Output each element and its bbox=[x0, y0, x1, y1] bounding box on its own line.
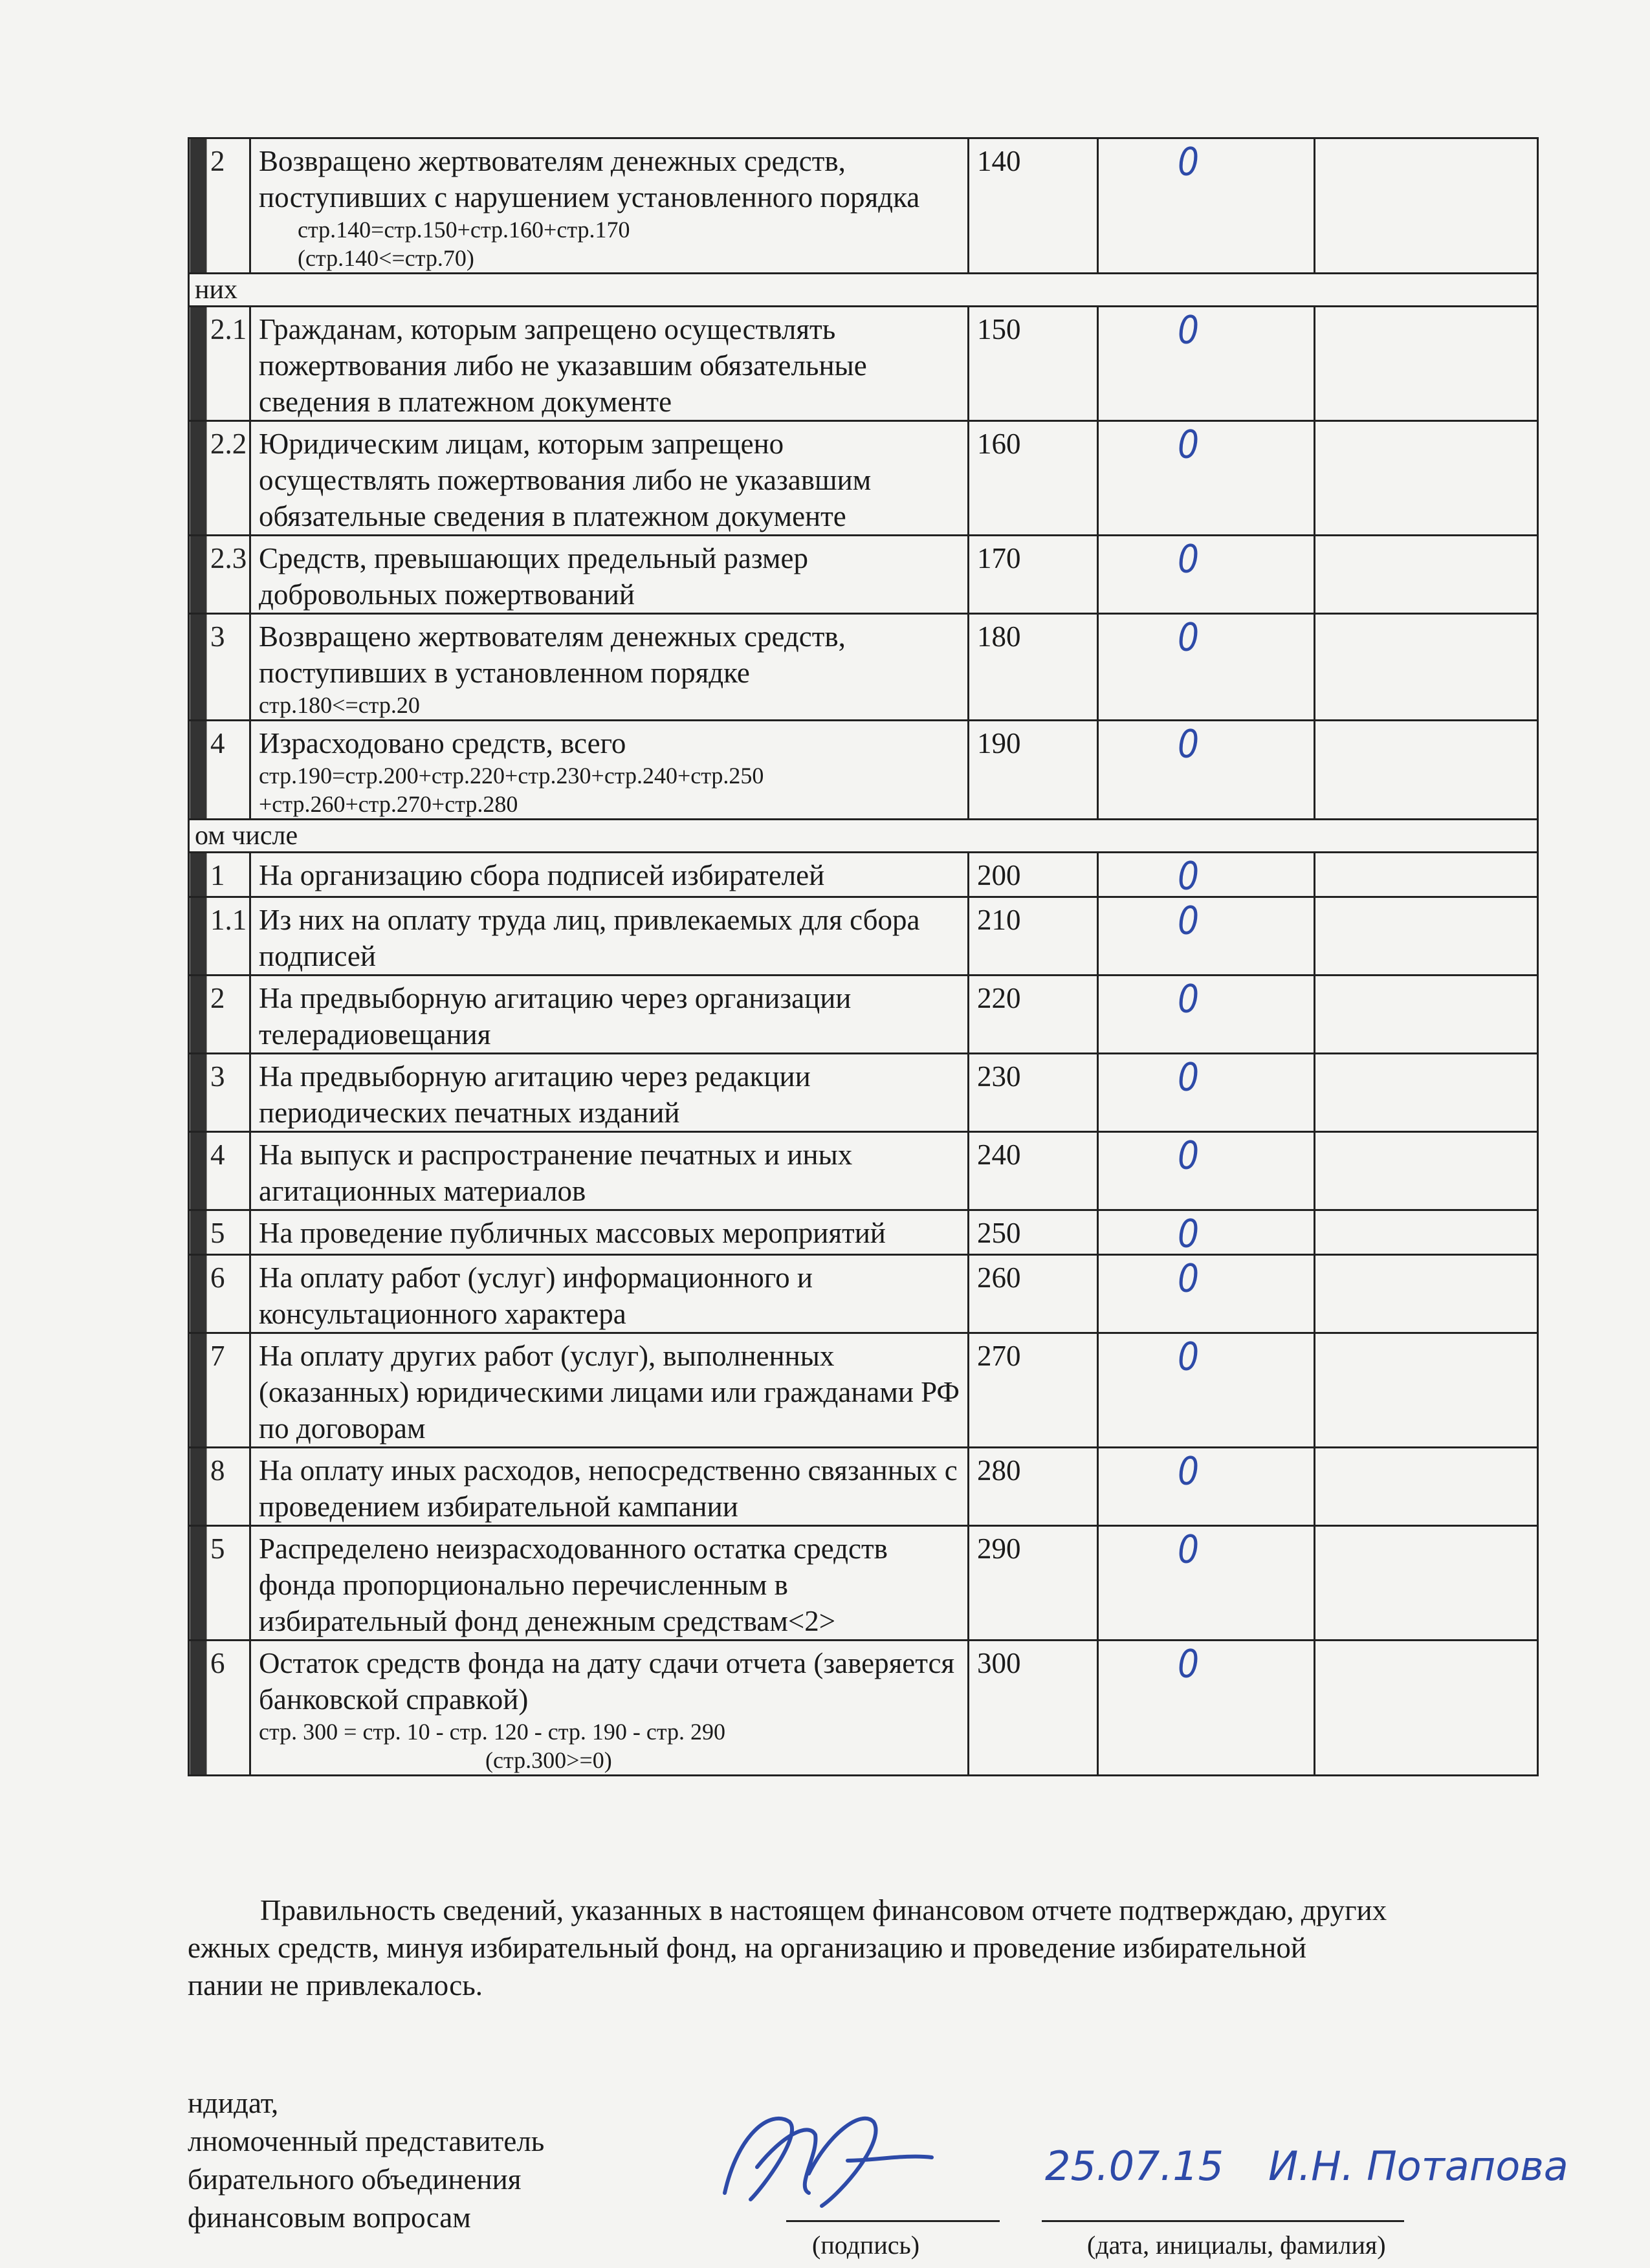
row-number: 3 bbox=[210, 620, 225, 653]
row-sum: 0 bbox=[1178, 1212, 1200, 1255]
row-code: 210 bbox=[969, 897, 1098, 976]
table-row bbox=[189, 1210, 1538, 1255]
table-row bbox=[189, 307, 1538, 421]
row-label: Юридическим лицам, которым запрещено осуществлять пожертвования либо не указавшим обязательные сведения в платежном документе bbox=[259, 428, 872, 532]
table-row bbox=[189, 1526, 1538, 1641]
section-label: ом числе bbox=[195, 821, 298, 851]
row-sum-cell bbox=[1098, 1054, 1315, 1132]
row-sum-cell bbox=[1098, 1448, 1315, 1526]
row-number-cell bbox=[189, 853, 250, 897]
row-label-cell bbox=[250, 536, 969, 614]
row-code: 140 bbox=[969, 138, 1098, 274]
section-cell bbox=[189, 820, 1538, 853]
row-number: 1 bbox=[210, 859, 225, 891]
row-note-cell bbox=[1315, 897, 1538, 976]
row-sum: 0 bbox=[1178, 722, 1200, 767]
row-note-cell bbox=[1315, 1448, 1538, 1526]
row-note-cell bbox=[1315, 721, 1538, 820]
row-sum-cell bbox=[1098, 1255, 1315, 1333]
table-row bbox=[189, 138, 1538, 274]
table-row bbox=[189, 721, 1538, 820]
row-sum-cell bbox=[1098, 1641, 1315, 1776]
confirmation-line: пании не привлекалось. bbox=[188, 1969, 483, 2001]
row-formula: стр.180<=стр.20 bbox=[259, 692, 420, 718]
row-label-cell bbox=[250, 1054, 969, 1132]
row-number: 2.3 bbox=[210, 542, 247, 574]
row-sum-cell bbox=[1098, 721, 1315, 820]
row-label-cell bbox=[250, 1210, 969, 1255]
row-sum-cell bbox=[1098, 1526, 1315, 1641]
row-number: 5 bbox=[210, 1217, 225, 1249]
row-label-cell bbox=[250, 721, 969, 820]
row-note-cell bbox=[1315, 1054, 1538, 1132]
row-code: 180 bbox=[969, 614, 1098, 721]
row-code: 240 bbox=[969, 1132, 1098, 1210]
row-label: Израсходовано средств, всего bbox=[259, 727, 626, 759]
row-formula: (стр.140<=стр.70) bbox=[298, 245, 474, 271]
row-note-cell bbox=[1315, 536, 1538, 614]
row-number: 2 bbox=[210, 982, 225, 1014]
table-row bbox=[189, 1132, 1538, 1210]
row-code: 190 bbox=[969, 721, 1098, 820]
row-code: 290 bbox=[969, 1526, 1098, 1641]
table-row bbox=[189, 614, 1538, 721]
row-number: 6 bbox=[210, 1261, 225, 1294]
row-code: 250 bbox=[969, 1210, 1098, 1255]
section-label: них bbox=[195, 275, 237, 305]
table-row bbox=[189, 976, 1538, 1054]
row-number-cell bbox=[189, 1054, 250, 1132]
signer-line: лномоченный представитель bbox=[188, 2125, 545, 2157]
row-label: Из них на оплату труда лиц, привлекаемых для сбора подписей bbox=[259, 904, 920, 972]
row-label-cell bbox=[250, 1255, 969, 1333]
row-label-cell bbox=[250, 853, 969, 897]
table-row bbox=[189, 897, 1538, 976]
row-sum: 0 bbox=[1178, 854, 1200, 897]
row-sum-cell bbox=[1098, 1210, 1315, 1255]
row-note-cell bbox=[1315, 421, 1538, 536]
row-sum: 0 bbox=[1178, 422, 1200, 468]
row-sum: 0 bbox=[1178, 537, 1200, 582]
signer-line: ндидат, bbox=[188, 2087, 279, 2119]
row-note-cell bbox=[1315, 976, 1538, 1054]
row-code: 160 bbox=[969, 421, 1098, 536]
financial-report-table bbox=[188, 137, 1539, 1776]
row-sum-cell bbox=[1098, 614, 1315, 721]
row-sum: 0 bbox=[1178, 140, 1200, 185]
row-label-cell bbox=[250, 1641, 969, 1776]
date-name-caption: (дата, инициалы, фамилия) bbox=[1087, 2230, 1386, 2260]
row-number: 8 bbox=[210, 1454, 225, 1487]
confirmation-line: ежных средств, минуя избирательный фонд, на организацию и проведение избирательной bbox=[188, 1932, 1306, 1964]
row-number-cell bbox=[189, 1132, 250, 1210]
confirmation-line: Правильность сведений, указанных в настоящем финансовом отчете подтверждаю, других bbox=[260, 1894, 1387, 1926]
row-label-cell bbox=[250, 614, 969, 721]
row-label: На проведение публичных массовых мероприятий bbox=[259, 1217, 886, 1249]
row-note-cell bbox=[1315, 1641, 1538, 1776]
row-note-cell bbox=[1315, 614, 1538, 721]
row-number-cell bbox=[189, 1526, 250, 1641]
row-code: 280 bbox=[969, 1448, 1098, 1526]
row-sum: 0 bbox=[1178, 1256, 1200, 1302]
row-sum-cell bbox=[1098, 853, 1315, 897]
row-number: 2.2 bbox=[210, 428, 247, 460]
section-row bbox=[189, 274, 1538, 307]
table-row bbox=[189, 1255, 1538, 1333]
row-number: 5 bbox=[210, 1532, 225, 1565]
row-number-cell bbox=[189, 138, 250, 274]
row-code: 170 bbox=[969, 536, 1098, 614]
row-number: 7 bbox=[210, 1340, 225, 1372]
row-note-cell bbox=[1315, 853, 1538, 897]
row-formula: стр. 300 = стр. 10 - стр. 120 - стр. 190 - стр. 290 bbox=[259, 1719, 726, 1745]
row-label: Средств, превышающих предельный размер добровольных пожертвований bbox=[259, 542, 808, 611]
signature-caption: (подпись) bbox=[812, 2230, 920, 2260]
signer-block bbox=[188, 2084, 544, 2237]
row-label-cell bbox=[250, 1526, 969, 1641]
row-label-cell bbox=[250, 307, 969, 421]
row-sum-cell bbox=[1098, 897, 1315, 976]
row-sum-cell bbox=[1098, 536, 1315, 614]
date-name-line bbox=[1042, 2220, 1404, 2222]
row-sum: 0 bbox=[1178, 1055, 1200, 1100]
row-number: 2.1 bbox=[210, 313, 247, 345]
row-formula: стр.140=стр.150+стр.160+стр.170 bbox=[298, 217, 630, 243]
row-label-cell bbox=[250, 976, 969, 1054]
row-formula: стр.190=стр.200+стр.220+стр.230+стр.240+стр.250 bbox=[259, 763, 764, 789]
row-label-cell bbox=[250, 1132, 969, 1210]
row-sum: 0 bbox=[1178, 308, 1200, 353]
row-note-cell bbox=[1315, 1132, 1538, 1210]
row-number-cell bbox=[189, 897, 250, 976]
row-label: Возвращено жертвователям денежных средств, поступивших с нарушением установленного порядка bbox=[259, 145, 920, 213]
table-row bbox=[189, 421, 1538, 536]
table-row bbox=[189, 853, 1538, 897]
row-number: 3 bbox=[210, 1060, 225, 1093]
section-row bbox=[189, 820, 1538, 853]
row-number-cell bbox=[189, 421, 250, 536]
row-code: 220 bbox=[969, 976, 1098, 1054]
row-sum: 0 bbox=[1178, 1335, 1200, 1380]
row-label-cell bbox=[250, 1448, 969, 1526]
row-sum: 0 bbox=[1178, 615, 1200, 660]
table-row bbox=[189, 1333, 1538, 1448]
row-note-cell bbox=[1315, 1255, 1538, 1333]
row-sum-cell bbox=[1098, 138, 1315, 274]
row-sum-cell bbox=[1098, 1333, 1315, 1448]
table-row bbox=[189, 1448, 1538, 1526]
row-sum-cell bbox=[1098, 307, 1315, 421]
row-label: На предвыборную агитацию через организации телерадиовещания bbox=[259, 982, 852, 1051]
row-sum: 0 bbox=[1178, 1133, 1200, 1179]
row-sum-cell bbox=[1098, 976, 1315, 1054]
row-code: 200 bbox=[969, 853, 1098, 897]
row-formula: (стр.300>=0) bbox=[485, 1747, 612, 1773]
row-label: Распределено неизрасходованного остатка средств фонда пропорционально перечисленным в избирательный фонд денежным средствам<2> bbox=[259, 1532, 888, 1637]
row-number-cell bbox=[189, 721, 250, 820]
row-number-cell bbox=[189, 1210, 250, 1255]
row-number-cell bbox=[189, 1448, 250, 1526]
signer-line: финансовым вопросам bbox=[188, 2201, 471, 2234]
row-code: 300 bbox=[969, 1641, 1098, 1776]
row-number-cell bbox=[189, 1641, 250, 1776]
row-sum: 0 bbox=[1178, 977, 1200, 1022]
row-sum: 0 bbox=[1178, 899, 1200, 944]
signature-line bbox=[786, 2220, 1000, 2222]
table-row bbox=[189, 1054, 1538, 1132]
row-sum: 0 bbox=[1178, 1449, 1200, 1494]
row-number: 6 bbox=[210, 1647, 225, 1679]
confirmation-text bbox=[188, 1892, 1537, 2004]
row-label: Остаток средств фонда на дату сдачи отчета (заверяется банковской справкой) bbox=[259, 1647, 955, 1716]
row-label: На организацию сбора подписей избирателей bbox=[259, 859, 825, 891]
row-code: 260 bbox=[969, 1255, 1098, 1333]
row-label-cell bbox=[250, 138, 969, 274]
table-row bbox=[189, 536, 1538, 614]
row-label: На оплату других работ (услуг), выполненных (оказанных) юридическими лицами или гражданами РФ по договорам bbox=[259, 1340, 960, 1445]
row-number: 4 bbox=[210, 727, 225, 759]
row-formula: +стр.260+стр.270+стр.280 bbox=[259, 791, 518, 817]
row-number-cell bbox=[189, 536, 250, 614]
row-note-cell bbox=[1315, 1526, 1538, 1641]
row-number: 2 bbox=[210, 145, 225, 177]
handwritten-name: И.Н. Потапова bbox=[1268, 2143, 1568, 2190]
row-note-cell bbox=[1315, 138, 1538, 274]
row-label-cell bbox=[250, 1333, 969, 1448]
row-number: 4 bbox=[210, 1139, 225, 1171]
row-code: 270 bbox=[969, 1333, 1098, 1448]
row-note-cell bbox=[1315, 307, 1538, 421]
row-sum: 0 bbox=[1178, 1642, 1200, 1687]
section-cell bbox=[189, 274, 1538, 307]
handwritten-signature bbox=[712, 2096, 1022, 2219]
table-row bbox=[189, 1641, 1538, 1776]
row-label: На выпуск и распространение печатных и иных агитационных материалов bbox=[259, 1139, 853, 1207]
row-label: Возвращено жертвователям денежных средств, поступивших в установленном порядке bbox=[259, 620, 846, 689]
signer-line: бирательного объединения bbox=[188, 2163, 522, 2196]
row-sum-cell bbox=[1098, 421, 1315, 536]
row-number-cell bbox=[189, 307, 250, 421]
row-number-cell bbox=[189, 1333, 250, 1448]
row-label: На предвыборную агитацию через редакции периодических печатных изданий bbox=[259, 1060, 811, 1129]
row-code: 230 bbox=[969, 1054, 1098, 1132]
row-label: На оплату работ (услуг) информационного и консультационного характера bbox=[259, 1261, 813, 1330]
row-sum-cell bbox=[1098, 1132, 1315, 1210]
row-note-cell bbox=[1315, 1333, 1538, 1448]
row-label-cell bbox=[250, 421, 969, 536]
row-label: На оплату иных расходов, непосредственно связанных с проведением избирательной кампании bbox=[259, 1454, 958, 1523]
row-number-cell bbox=[189, 614, 250, 721]
row-number: 1.1 bbox=[210, 904, 247, 936]
row-sum: 0 bbox=[1178, 1527, 1200, 1573]
row-code: 150 bbox=[969, 307, 1098, 421]
row-number-cell bbox=[189, 1255, 250, 1333]
handwritten-date: 25.07.15 bbox=[1045, 2143, 1224, 2190]
row-note-cell bbox=[1315, 1210, 1538, 1255]
row-label: Гражданам, которым запрещено осуществлять пожертвования либо не указавшим обязательные сведения в платежном документе bbox=[259, 313, 867, 418]
row-number-cell bbox=[189, 976, 250, 1054]
row-label-cell bbox=[250, 897, 969, 976]
